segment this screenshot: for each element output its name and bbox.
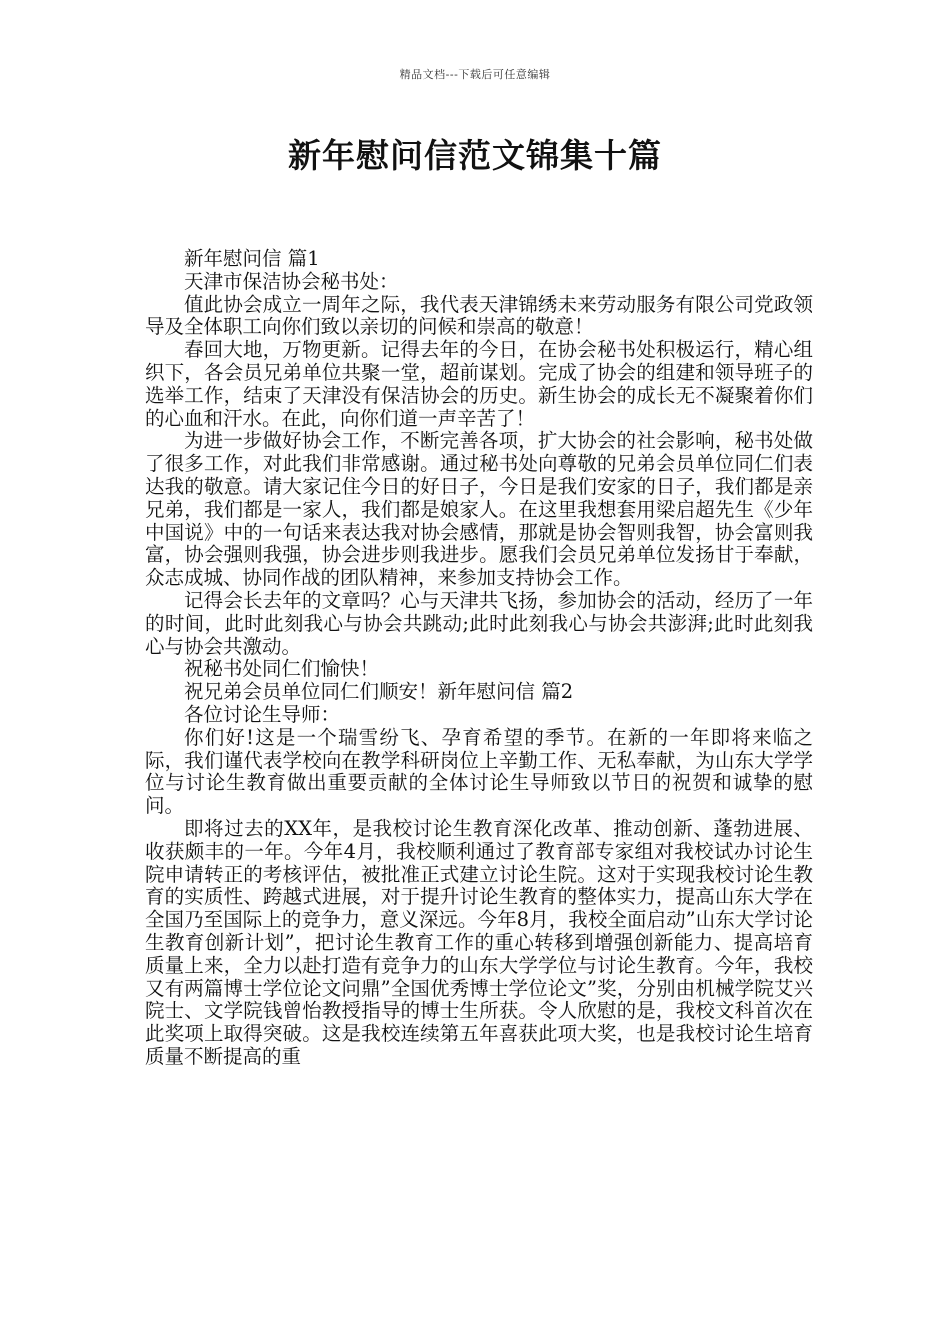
paragraph: 记得会长去年的文章吗？心与天津共飞扬，参加协会的活动，经历了一年的时间，此时此刻我心与协会共跳动;此时此刻我心与协会共澎湃;此时此刻我心与协会共激动。 (145, 588, 813, 658)
paragraph: 你们好!这是一个瑞雪纷飞、孕育希望的季节。在新的一年即将来临之际，我们谨代表学校向在教学科研岗位上辛勤工作、无私奉献，为山东大学学位与讨论生教育做出重要贡献的全体讨论生导师致以节日的祝贺和诚挚的慰问。 (145, 725, 813, 818)
paragraph: 春回大地，万物更新。记得去年的今日，在协会秘书处积极运行，精心组织下，各会员兄弟单位共聚一堂，超前谋划。完成了协会的组建和领导班子的选举工作，结束了天津没有保洁协会的历史。新生协会的成长无不凝聚着你们的心血和汗水。在此，向你们道一声辛苦了！ (145, 338, 813, 430)
paragraph: 新年慰问信 篇1 (184, 247, 320, 270)
document-title: 新年慰问信范文锦集十篇 (288, 136, 662, 175)
document-body (145, 248, 813, 1069)
paragraph: 即将过去的XX年，是我校讨论生教育深化改革、推动创新、蓬勃进展、收获颇丰的一年。今年4月，我校顺利通过了教育部专家组对我校试办讨论生院申请转正的考核评估，被批准正式建立讨论生院。这对于实现我校讨论生教育的实质性、跨越式进展，对于提升讨论生教育的整体实力，提高山东大学在全国乃至国际上的竞争力，意义深远。今年8月，我校全面启动”山东大学讨论生教育创新计划”，把讨论生教育工作的重心转移到增强创新能力、提高培育质量上来，全力以赴打造有竞争力的山东大学学位与讨论生教育。今年，我校又有两篇博士学位论文问鼎”全国优秀博士学位论文”奖，分别由机械学院艾兴院士、文学院钱曾怡教授指导的博士生所获。令人欣慰的是，我校文科首次在此奖项上取得突破。这是我校连续第五年喜获此项大奖，也是我校讨论生培育质量不断提高的重 (145, 816, 813, 1068)
paragraph: 祝兄弟会员单位同仁们顺安！新年慰问信 篇2 (184, 680, 574, 704)
paragraph: 为进一步做好协会工作，不断完善各项，扩大协会的社会影响，秘书处做了很多工作，对此我们非常感谢。通过秘书处向尊敬的兄弟会员单位同仁们表达我的敬意。请大家记住今日的好日子，今日是我们安家的日子，我们都是亲兄弟，我们都是一家人，我们都是娘家人。在这里我想套用梁启超先生《少年中国说》中的一句话来表达我对协会感情，那就是协会智则我智，协会富则我富，协会强则我强，协会进步则我进步。愿我们会员兄弟单位发扬甘于奉献，众志成城、协同作战的团队精神，来参加支持协会工作。 (145, 429, 813, 590)
paragraph: 天津市保洁协会秘书处： (184, 269, 399, 293)
paragraph: 各位讨论生导师： (184, 702, 341, 726)
header-note: 精品文档---下载后可任意编辑 (399, 68, 551, 81)
paragraph: 祝秘书处同仁们愉快！ (184, 657, 380, 681)
paragraph: 值此协会成立一周年之际，我代表天津锦绣未来劳动服务有限公司党政领导及全体职工向你们致以亲切的问候和崇高的敬意！ (145, 292, 813, 339)
